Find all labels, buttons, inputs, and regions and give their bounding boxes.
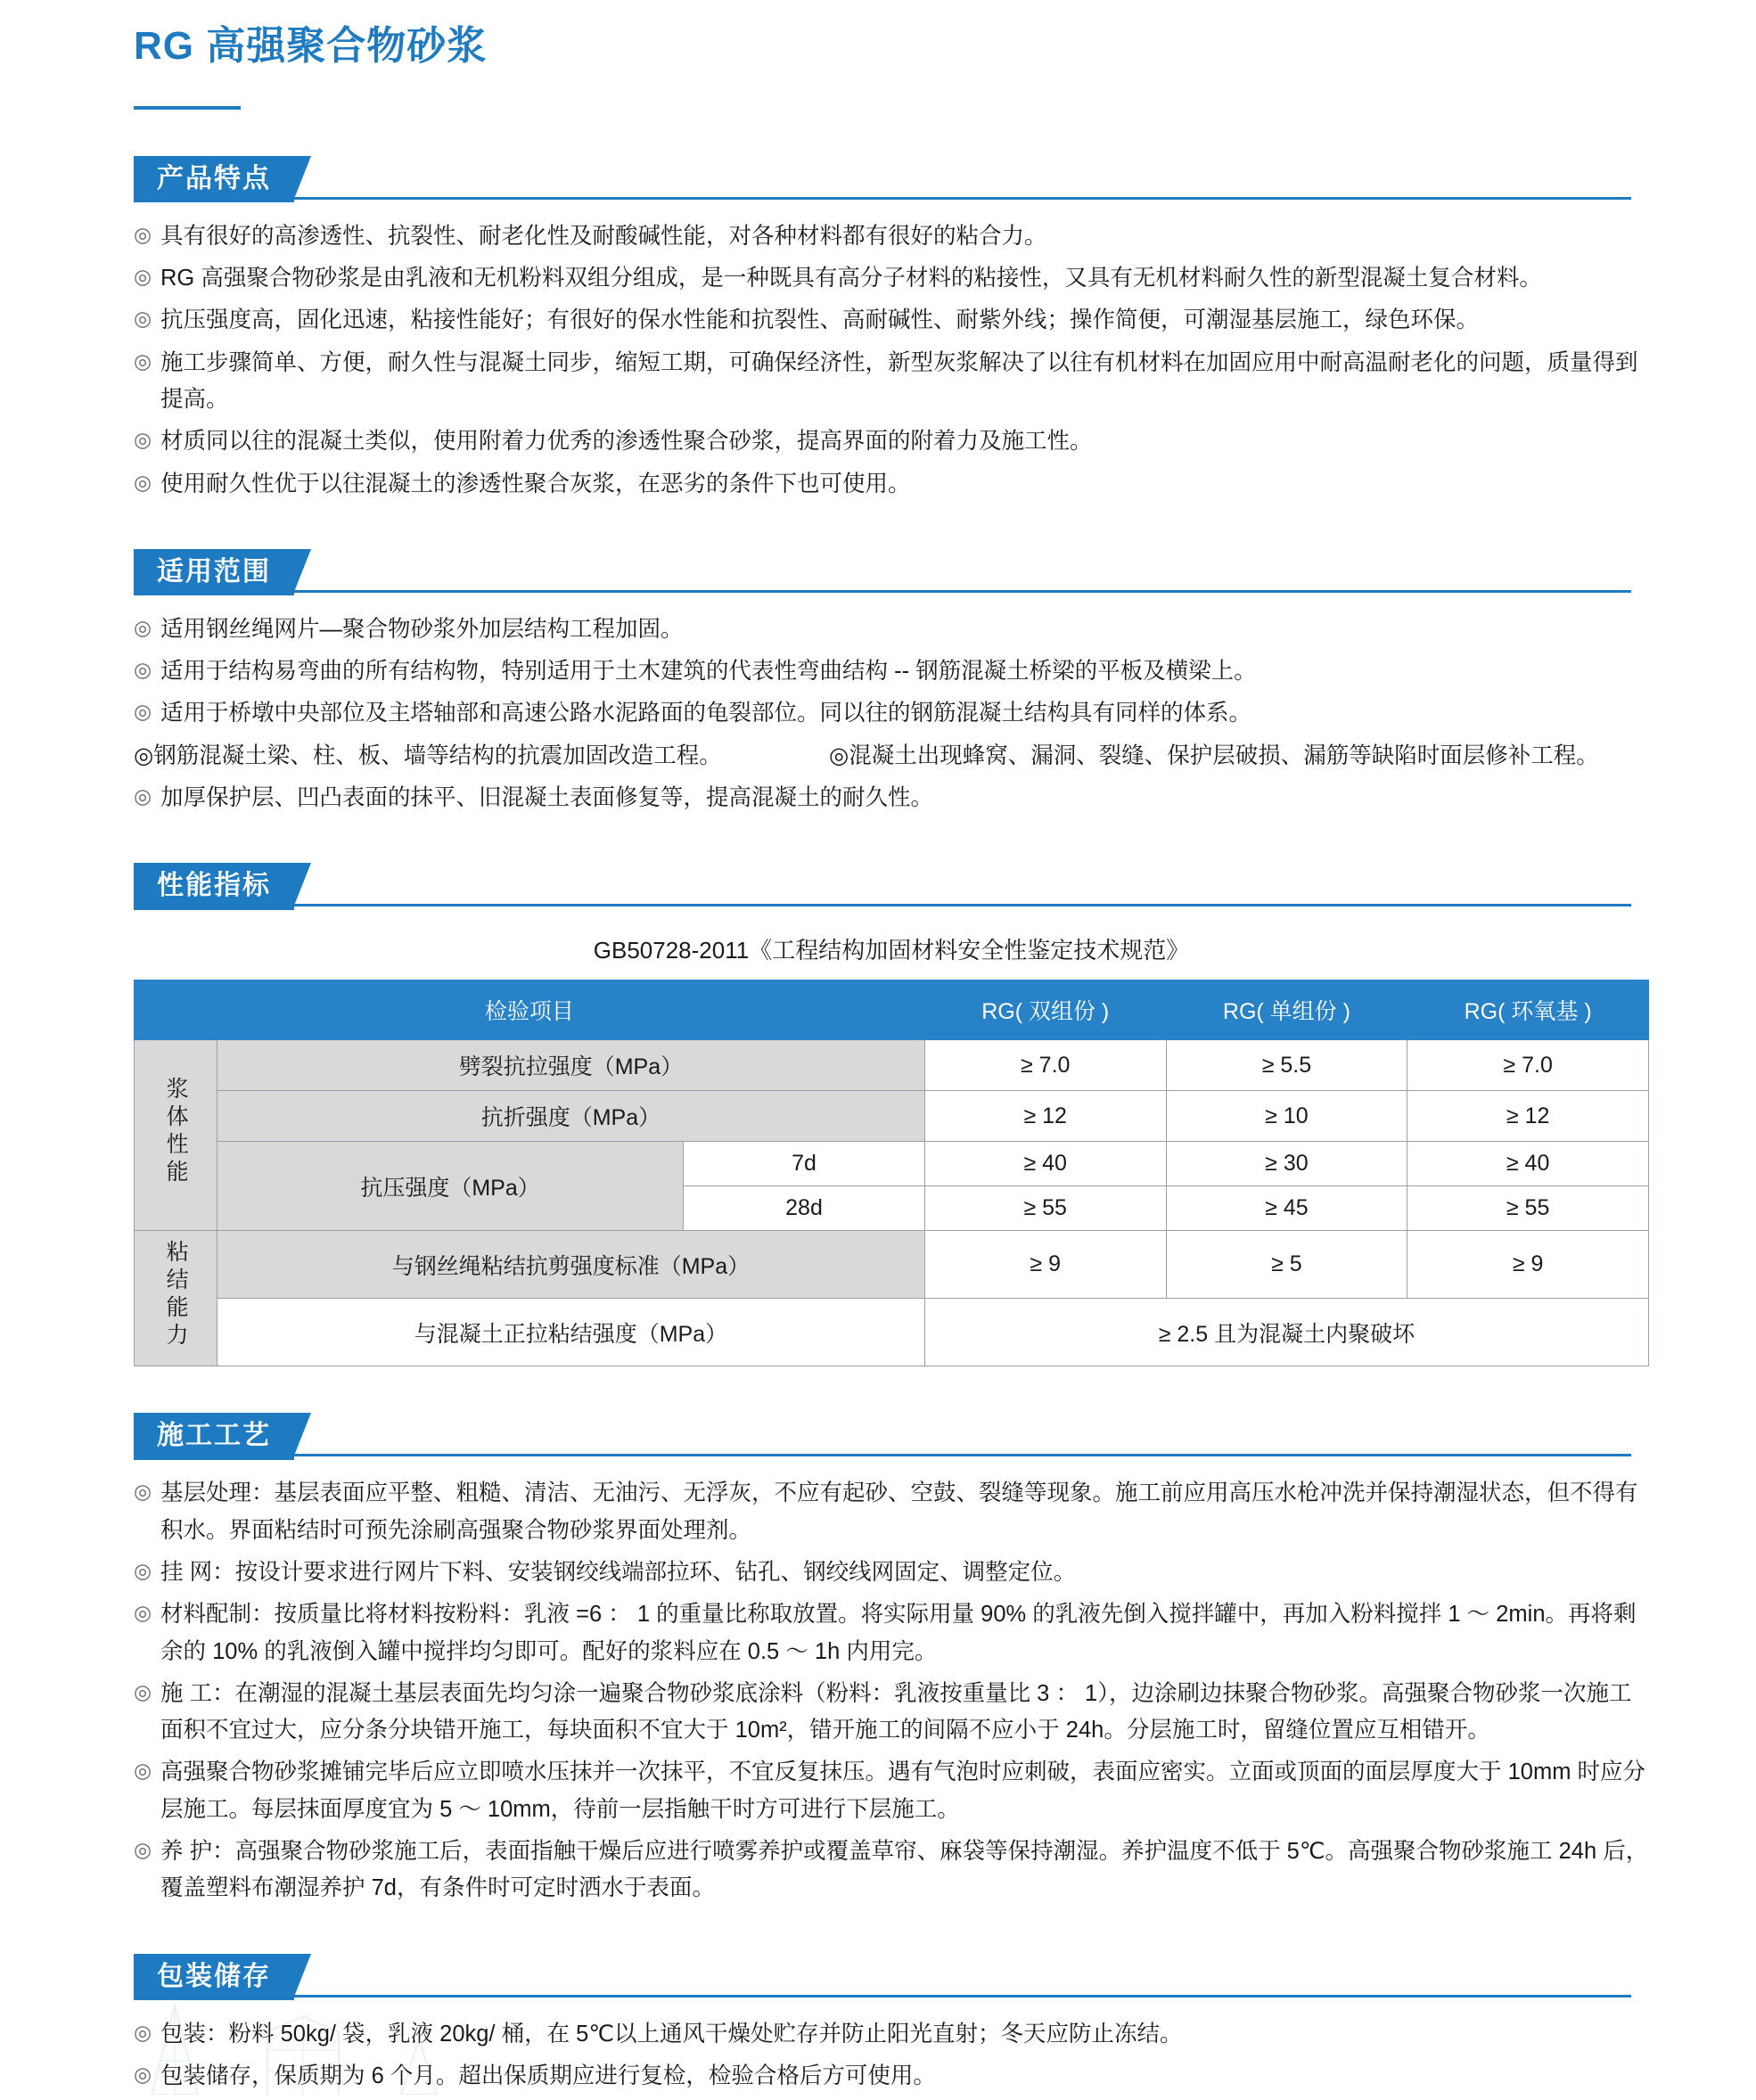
section-process [134,1413,1649,1907]
bullet-icon: ◎ [134,428,152,452]
list-item [134,466,1649,503]
packaging-list [134,2016,1649,2096]
cell-value: ≥ 5 [1166,1231,1407,1299]
section-rule [134,590,1631,593]
cell-value: ≥ 40 [924,1142,1166,1186]
cell-item: 抗压强度（MPa） [217,1142,683,1231]
section-header-process [134,1413,1649,1459]
column-header-rg-epoxy: RG( 环氧基 ) [1407,980,1649,1040]
list-item-text: 施工步骤简单、方便，耐久性与混凝土同步，缩短工期，可确保经济性，新型灰浆解决了以往有机材料在加固应用中耐高温耐老化的问题，质量得到提高。 [160,349,1638,412]
column-header-item: 检验项目 [135,980,925,1040]
section-features [134,156,1649,503]
list-item-text: 混凝土出现蜂窝、漏洞、裂缝、保护层破损、漏筋等缺陷时面层修补工程。 [849,742,1599,768]
scope-list [134,611,1649,816]
bullet-icon: ◎ [134,470,152,494]
bullet-icon: ◎ [134,1558,152,1582]
cell-value: ≥ 9 [924,1231,1166,1299]
bullet-icon: ◎ [134,265,152,289]
list-item [134,260,1649,297]
list-item-text: 挂 网：按设计要求进行网片下料、安装钢绞线端部拉环、钻孔、钢绞线网固定、调整定位。 [160,1559,1077,1585]
list-item [134,695,1649,732]
cell-item: 抗折强度（MPa） [217,1091,924,1142]
bullet-icon: ◎ [134,742,154,768]
list-item-text: 适用钢丝绳网片—聚合物砂浆外加层结构工程加固。 [160,616,684,642]
section-title-process: 施工工艺 [134,1413,294,1460]
list-item-text: 养 护：高强聚合物砂浆施工后，表面指触干燥后应进行喷雾养护或覆盖草帘、麻袋等保持潮湿。养护温度不低于 5℃。高强聚合物砂浆施工 24h 后，覆盖塑料布潮湿养护 7d，有条件时可定时洒水于表面。 [160,1839,1649,1901]
list-item [134,1754,1649,1828]
column-header-rg-two-part: RG( 双组份 ) [924,980,1166,1040]
page-title: RG 高强聚合物砂浆 [134,24,488,68]
bullet-icon: ◎ [134,2062,152,2086]
bullet-icon: ◎ [134,349,152,373]
list-item [134,1833,1649,1907]
table-row [135,1231,1649,1299]
cell-item: 与混凝土正拉粘结强度（MPa） [217,1299,924,1366]
section-title-performance: 性能指标 [134,863,294,910]
list-item [134,1475,1649,1549]
table-caption: GB50728-2011《工程结构加固材料安全性鉴定技术规范》 [593,937,1190,964]
list-item-text: 材质同以往的混凝土类似，使用附着力优秀的渗透性聚合砂浆，提高界面的附着力及施工性。 [160,429,1093,455]
list-item-text: 抗压强度高，固化迅速，粘接性能好；有很好的保水性能和抗裂性、高耐碱性、耐紫外线；操作简便，可潮湿基层施工，绿色环保。 [160,308,1480,333]
list-item-text: 加厚保护层、凹凸表面的抹平、旧混凝土表面修复等，提高混凝土的耐久性。 [160,785,934,811]
cell-value: ≥ 45 [1166,1186,1407,1231]
table-row [135,1299,1649,1366]
column-header-rg-one-part: RG( 单组份 ) [1166,980,1407,1040]
cell-item: 与钢丝绳粘结抗剪强度标准（MPa） [217,1231,924,1299]
bullet-icon: ◎ [134,307,152,331]
section-performance [134,863,1649,1366]
cell-value: ≥ 9 [1407,1231,1649,1299]
process-list [134,1475,1649,1907]
list-item-text: 具有很好的高渗透性、抗裂性、耐老化性及耐酸碱性能，对各种材料都有很好的粘合力。 [160,223,1047,249]
list-item-text: 包装：粉料 50kg/ 袋，乳液 20kg/ 桶，在 5℃以上通风干燥处贮存并防止阳光直射；冬天应防止冻结。 [160,2021,1183,2047]
list-item [134,738,829,775]
performance-table [134,980,1649,1366]
list-item [134,780,1649,816]
section-title-scope: 适用范围 [134,549,294,596]
cell-value: ≥ 12 [924,1091,1166,1142]
bullet-icon: ◎ [134,700,152,724]
list-item-text: 包装储存，保质期为 6 个月。超出保质期应进行复检，检验合格后方可使用。 [160,2063,936,2088]
cell-subitem: 28d [684,1186,925,1231]
section-title-packaging: 包装储存 [134,1954,294,2001]
cell-value-merged: ≥ 2.5 且为混凝土内聚破坏 [924,1299,1648,1366]
cell-value: ≥ 30 [1166,1142,1407,1186]
list-item-text: 适用于桥墩中央部位及主塔轴部和高速公路水泥路面的龟裂部位。同以往的钢筋混凝土结构具有同样的体系。 [160,701,1252,726]
cell-value: ≥ 40 [1407,1142,1649,1186]
section-header-packaging [134,1954,1649,2000]
row-group-label-bonding: 粘结能力 [135,1231,217,1366]
table-header-row [135,980,1649,1040]
list-item-text: 高强聚合物砂浆摊铺完毕后应立即喷水压抹并一次抹平，不宜反复抹压。遇有气泡时应刺破，表面应密实。立面或顶面的面层厚度大于 10mm 时应分层施工。每层抹面厚度宜为 5 ～ 10mm，待前一层指触干时方可进行下层施工。 [160,1760,1646,1822]
section-rule [134,197,1631,200]
cell-value: ≥ 12 [1407,1091,1649,1142]
bullet-icon: ◎ [134,658,152,682]
list-item-two-column [134,738,1649,775]
section-header-features [134,156,1649,202]
bullet-icon: ◎ [134,1759,152,1783]
list-item-text: 基层处理：基层表面应平整、粗糙、清洁、无油污、无浮灰，不应有起砂、空鼓、裂缝等现象。施工前应用高压水枪冲洗并保持潮湿状态，但不得有积水。界面粘结时可预先涂刷高强聚合物砂浆界面处理剂。 [160,1481,1638,1543]
row-group-label-slurry: 浆体性能 [135,1040,217,1231]
cell-value: ≥ 55 [924,1186,1166,1231]
list-item [134,2016,1649,2053]
section-header-performance [134,863,1649,909]
section-packaging [134,1954,1649,2096]
title-underline [134,106,241,110]
list-item [134,423,1649,460]
cell-item: 劈裂抗拉强度（MPa） [217,1040,924,1091]
section-title-features: 产品特点 [134,156,294,203]
list-item [134,2058,1649,2095]
list-item-text: 使用耐久性优于以往混凝土的渗透性聚合灰浆，在恶劣的条件下也可使用。 [160,471,911,496]
cell-value: ≥ 55 [1407,1186,1649,1231]
table-row [135,1091,1649,1142]
cell-value: ≥ 10 [1166,1091,1407,1142]
cell-value: ≥ 5.5 [1166,1040,1407,1091]
cell-value: ≥ 7.0 [1407,1040,1649,1091]
list-item-text: RG 高强聚合物砂浆是由乳液和无机粉料双组分组成，是一种既具有高分子材料的粘接性，又具有无机材料耐久性的新型混凝土复合材料。 [160,266,1542,291]
list-item [134,1596,1649,1670]
bullet-icon: ◎ [134,784,152,808]
bullet-icon: ◎ [829,742,849,768]
list-item-text: 施 工：在潮湿的混凝土基层表面先均匀涂一遍聚合物砂浆底涂料（粉料：乳液按重量比 3 ： 1），边涂刷边抹聚合物砂浆。高强聚合物砂浆一次施工面积不宜过大，应分条分块错开施工，每块面积不宜大于 10m²，错开施工的间隔不应小于 24h。分层施工时，留缝位置应互相错开。 [160,1680,1632,1743]
list-item-text: 适用于结构易弯曲的所有结构物，特别适用于土木建筑的代表性弯曲结构 -- 钢筋混凝土桥梁的平板及横梁上。 [160,659,1257,685]
bullet-icon: ◎ [134,2020,152,2044]
list-item [134,218,1649,255]
list-item [829,738,1649,775]
list-item [134,611,1649,648]
list-item-text: 材料配制：按质量比将材料按粉料：乳液 =6 ： 1 的重量比称取放置。将实际用量 90% 的乳液先倒入搅拌罐中，再加入粉料搅拌 1 ～ 2min。再将剩余的 10% 的乳液倒入罐中搅拌均匀即可。配好的浆料应在 0.5 ～ 1h 内用完。 [160,1602,1637,1664]
bullet-icon: ◎ [134,1480,152,1504]
bullet-icon: ◎ [134,1679,152,1703]
section-scope [134,549,1649,816]
features-list [134,218,1649,503]
list-item [134,1554,1649,1591]
table-row [135,1142,1649,1186]
section-rule [134,1995,1631,1997]
section-header-scope [134,549,1649,595]
bullet-icon: ◎ [134,1838,152,1862]
bullet-icon: ◎ [134,222,152,246]
list-item [134,302,1649,339]
section-rule [134,904,1631,906]
list-item [134,653,1649,690]
list-item [134,345,1649,419]
table-row [135,1040,1649,1091]
bullet-icon: ◎ [134,1601,152,1625]
section-rule [134,1454,1631,1456]
cell-subitem: 7d [684,1142,925,1186]
bullet-icon: ◎ [134,615,152,639]
list-item [134,1676,1649,1750]
list-item-text: 钢筋混凝土梁、柱、板、墙等结构的抗震加固改造工程。 [153,742,722,768]
cell-value: ≥ 7.0 [924,1040,1166,1091]
